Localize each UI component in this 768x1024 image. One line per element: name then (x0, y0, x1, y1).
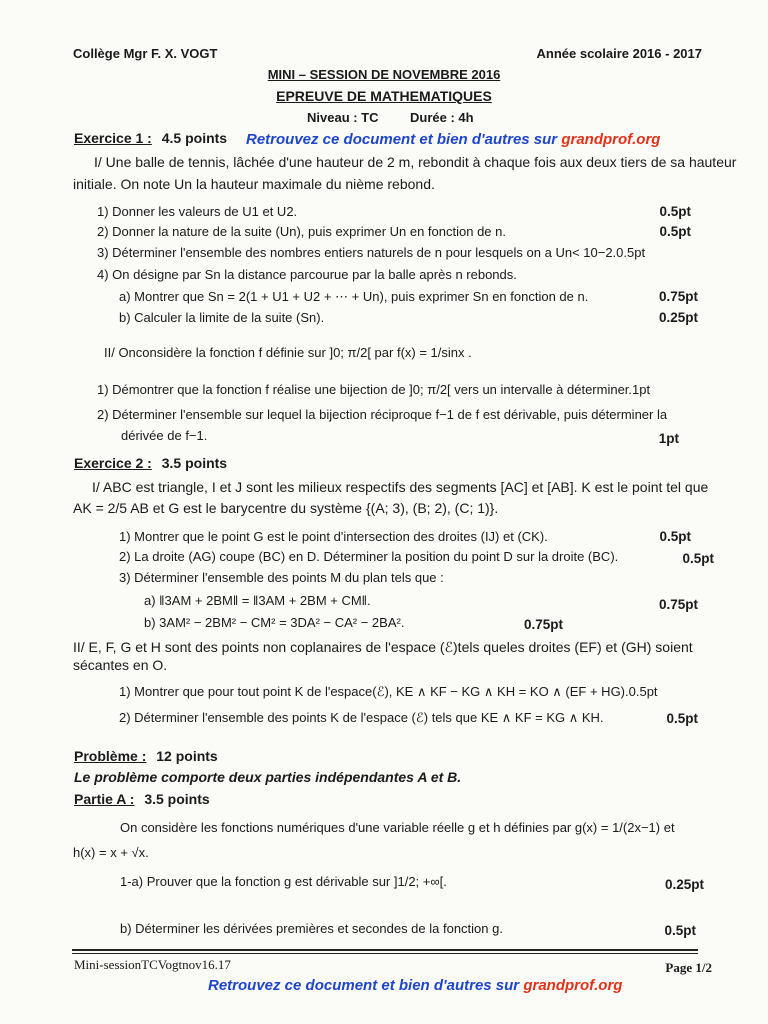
ex1-p2: initiale. On note Un la hauteur maximale du nième rebond. (73, 176, 435, 192)
ex2-p4: sécantes en O. (73, 657, 168, 673)
ex2-r1: 1) Montrer que pour tout point K de l'espace(ℰ), KE ∧ KF − KG ∧ KH = KO ∧ (EF + HG).0.5pt (119, 684, 658, 699)
pb-qa-pts: 0.25pt (664, 877, 704, 892)
ex1-heading (74, 130, 227, 146)
pb-l1: On considère les fonctions numériques d'une variable réelle g et h définies par g(x) = 1/(2x−1) et (120, 820, 675, 835)
footer-page: Page 1/2 (665, 960, 712, 975)
promo-site[interactable]: grandprof.org (561, 131, 661, 148)
level: Niveau : TC (307, 110, 379, 125)
ex1-title: Exercice 1 : (74, 130, 152, 146)
session-title: MINI – SESSION DE NOVEMBRE 2016 (267, 67, 501, 82)
ex1-q4a: a) Montrer que Sn = 2(1 + U1 + U2 + ⋯ + Un), puis exprimer Sn en fonction de n. (119, 289, 589, 304)
ex1-q4a-pts: 0.75pt (658, 289, 698, 304)
ex2-p2: AK = 2/5 AB et G est le barycentre du système {(A; 3), (B; 2), (C; 1)}. (73, 500, 499, 516)
ex1-q4b-pts: 0.25pt (658, 310, 698, 325)
partA-title: Partie A : (74, 791, 135, 807)
partA-points: 3.5 points (144, 791, 210, 807)
duration: Durée : 4h (410, 110, 474, 125)
ex1-q2: 2) Donner la nature de la suite (Un), puis exprimer Un en fonction de n. (97, 224, 506, 239)
school-year: Année scolaire 2016 - 2017 (536, 46, 702, 61)
ex1-q3: 3) Déterminer l'ensemble des nombres entiers naturels de n pour lesquels on a Un< 10−2.0.5pt (97, 245, 646, 260)
pb-heading (74, 748, 218, 764)
ex2-q3a-pts: 0.75pt (658, 597, 698, 612)
ex1-part2-intro: II/ Onconsidère la fonction f définie sur ]0; π/2[ par f(x) = 1/sinx . (104, 345, 472, 360)
ex1-r2-pts: 1pt (658, 431, 679, 446)
pb-points: 12 points (156, 748, 218, 764)
ex1-q4: 4) On désigne par Sn la distance parcourue par la balle après n rebonds. (97, 267, 517, 282)
ex2-q3a: a) ‖3AM + 2BM‖ = ‖3AM + 2BM + CM‖. (144, 593, 371, 608)
ex1-points: 4.5 points (161, 130, 228, 146)
promo-top[interactable] (246, 131, 660, 148)
ex2-r2: 2) Déterminer l'ensemble des points K de l'espace (ℰ) tels que KE ∧ KF = KG ∧ KH. (119, 710, 604, 725)
pb-qa: 1-a) Prouver que la fonction g est dérivable sur ]1/2; +∞[. (120, 874, 447, 889)
ex2-q2-pts: 0.5pt (682, 551, 714, 566)
footer-filename: Mini-sessionTCVogtnov16.17 (74, 957, 231, 972)
ex2-q2: 2) La droite (AG) coupe (BC) en D. Déterminer la position du point D sur la droite (BC). (119, 549, 619, 564)
ex2-title: Exercice 2 : (74, 455, 152, 471)
ex1-q1-pts: 0.5pt (659, 204, 691, 219)
ex2-points: 3.5 points (161, 455, 228, 471)
school-name: Collège Mgr F. X. VOGT (73, 46, 218, 61)
ex1-q4b: b) Calculer la limite de la suite (Sn). (119, 310, 325, 325)
footer-rule-top (72, 949, 698, 951)
pb-qb-pts: 0.5pt (664, 923, 696, 938)
exam-subject: EPREUVE DE MATHEMATIQUES (276, 88, 492, 104)
ex2-q1-pts: 0.5pt (659, 529, 691, 544)
ex2-p3: II/ E, F, G et H sont des points non coplanaires de l'espace (ℰ)tels queles droites (EF) et (GH) soient (73, 639, 693, 655)
ex1-p1: I/ Une balle de tennis, lâchée d'une hauteur de 2 m, rebondit à chaque fois aux deux tiers de sa hauteur (94, 154, 737, 170)
ex2-q3: 3) Déterminer l'ensemble des points M du plan tels que : (119, 570, 444, 585)
ex1-r1: 1) Démontrer que la fonction f réalise une bijection de ]0; π/2[ vers un intervalle à déterminer.1pt (97, 382, 651, 397)
ex2-q3b-pts: 0.75pt (524, 617, 564, 632)
pb-qb: b) Déterminer les dérivées premières et secondes de la fonction g. (120, 921, 503, 936)
footer-rule-bottom (72, 953, 698, 954)
ex1-r2b: dérivée de f−1. (121, 428, 208, 443)
promo-site[interactable]: grandprof.org (523, 977, 623, 994)
ex2-heading (74, 455, 227, 471)
promo-prefix: Retrouvez ce document et bien d'autres sur (208, 977, 524, 994)
ex1-r2a: 2) Déterminer l'ensemble sur lequel la bijection réciproque f−1 de f est dérivable, puis déterminer la (97, 407, 668, 422)
ex2-r2-pts: 0.5pt (666, 711, 698, 726)
partA-heading (74, 791, 210, 807)
promo-bottom[interactable] (208, 977, 622, 994)
promo-prefix: Retrouvez ce document et bien d'autres sur (246, 131, 562, 148)
ex1-q2-pts: 0.5pt (659, 224, 691, 239)
pb-l2: h(x) = x + √x. (73, 845, 149, 860)
pb-note: Le problème comporte deux parties indépendantes A et B. (74, 769, 462, 785)
ex2-q3b: b) 3AM² − 2BM² − CM² = 3DA² − CA² − 2BA². (144, 615, 405, 630)
ex2-p1: I/ ABC est triangle, I et J sont les milieux respectifs des segments [AC] et [AB]. K est le point tel que (92, 479, 709, 495)
pb-title: Problème : (74, 748, 147, 764)
ex1-q1: 1) Donner les valeurs de U1 et U2. (97, 204, 298, 219)
ex2-q1: 1) Montrer que le point G est le point d'intersection des droites (IJ) et (CK). (119, 529, 548, 544)
